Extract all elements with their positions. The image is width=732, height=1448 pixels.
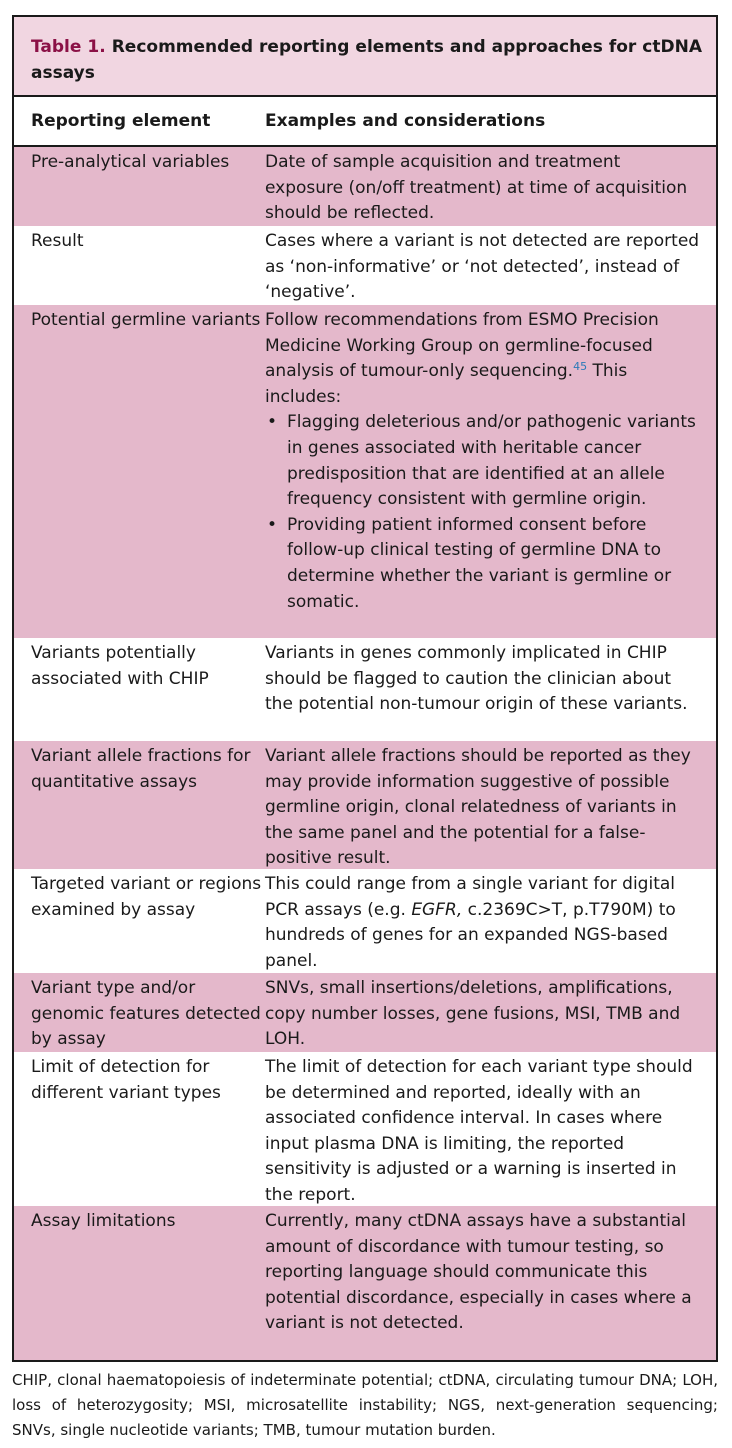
- row-element: Assay limitations: [31, 1211, 176, 1231]
- row-element: Variants potentially associated with CHIP: [31, 643, 209, 689]
- row-element: Variant type and/or genomic features detected by assay: [31, 978, 261, 1050]
- row-text: Date of sample acquisition and treatment exposure (on/off treatment) at time of acquisition should be reflected.: [265, 152, 688, 224]
- table-label: Table 1.: [31, 37, 106, 57]
- bullet-icon: •: [267, 412, 278, 433]
- table-row: [14, 973, 716, 1052]
- gene-name: EGFR,: [411, 899, 463, 920]
- bullet-icon: •: [267, 514, 278, 535]
- table-caption: [14, 17, 716, 97]
- bullet-text: Providing patient informed consent before follow-up clinical testing of germline DNA to determine whether the variant is germline or somatic.: [287, 514, 672, 612]
- list-item: [265, 410, 702, 512]
- table-row: [14, 869, 716, 973]
- row-text: SNVs, small insertions/deletions, amplifications, copy number losses, gene fusions, MSI, TMB and LOH.: [265, 978, 681, 1050]
- reference-link[interactable]: 45: [573, 360, 588, 374]
- row-text-intro: Follow recommendations from ESMO Precision Medicine Working Group on germline-focused analysis of tumour-only sequencing.: [265, 310, 659, 382]
- row-text-start: This could range from a single variant for digital PCR assays (e.g.: [265, 874, 676, 920]
- row-text: Variant allele fractions should be reported as they may provide information suggestive of possible germline origin, clonal relatedness of variants in the same panel and the potential for a false-positive result.: [265, 746, 691, 869]
- header-examples: Examples and considerations: [265, 111, 546, 131]
- row-element: Limit of detection for different variant types: [31, 1057, 221, 1103]
- table-row: [14, 638, 716, 741]
- table-row: [14, 305, 716, 638]
- row-element: Targeted variant or regions examined by assay: [31, 874, 262, 920]
- row-text: [265, 872, 716, 973]
- row-element: Variant allele fractions for quantitative assays: [31, 746, 251, 792]
- row-text-end: c.2369C>T, p.T790M) to hundreds of genes for an expanded NGS-based panel.: [265, 899, 676, 971]
- table-row: [14, 1206, 716, 1362]
- row-element: Result: [31, 231, 84, 251]
- table-row: [14, 226, 716, 305]
- table-title: Recommended reporting elements and approaches for ctDNA assays: [31, 37, 702, 83]
- bullet-text: Flagging deleterious and/or pathogenic variants in genes associated with heritable cancer predisposition that are identified at an allele frequency consistent with germline origin.: [287, 412, 696, 510]
- row-text: The limit of detection for each variant type should be determined and reported, ideally with an associated confidence interval. In cases where input plasma DNA is limiting, the reported sensitivity is adjusted or a warning is inserted in the report.: [265, 1057, 693, 1205]
- row-text: [265, 308, 716, 638]
- table-row: [14, 741, 716, 869]
- list-item: [265, 513, 702, 615]
- table-footnote: CHIP, clonal haematopoiesis of indeterminate potential; ctDNA, circulating tumour DNA; LOH, loss of heterozygosity; MSI, microsatellite instability; NGS, next-generation sequencing; SNVs, single nucleotide variants; TMB, tumour mutation burden.: [12, 1371, 718, 1439]
- row-text: Currently, many ctDNA assays have a substantial amount of discordance with tumour testing, so reporting language should communicate this potential discordance, especially in cases where a variant is not detected.: [265, 1211, 692, 1334]
- header-reporting-element: Reporting element: [31, 111, 211, 131]
- table: [12, 15, 718, 1362]
- row-element: Pre-analytical variables: [31, 152, 230, 172]
- table-row: [14, 147, 716, 226]
- row-text-intro-end: This includes:: [265, 361, 628, 407]
- table-header-row: [14, 97, 716, 147]
- bullet-list: [265, 410, 702, 615]
- row-element: Potential germline variants: [31, 310, 261, 330]
- row-text: Variants in genes commonly implicated in CHIP should be flagged to caution the clinician about the potential non-tumour origin of these variants.: [265, 643, 688, 715]
- table-row: [14, 1052, 716, 1206]
- row-text: Cases where a variant is not detected are reported as ‘non-informative’ or ‘not detected’, instead of ‘negative’.: [265, 231, 700, 303]
